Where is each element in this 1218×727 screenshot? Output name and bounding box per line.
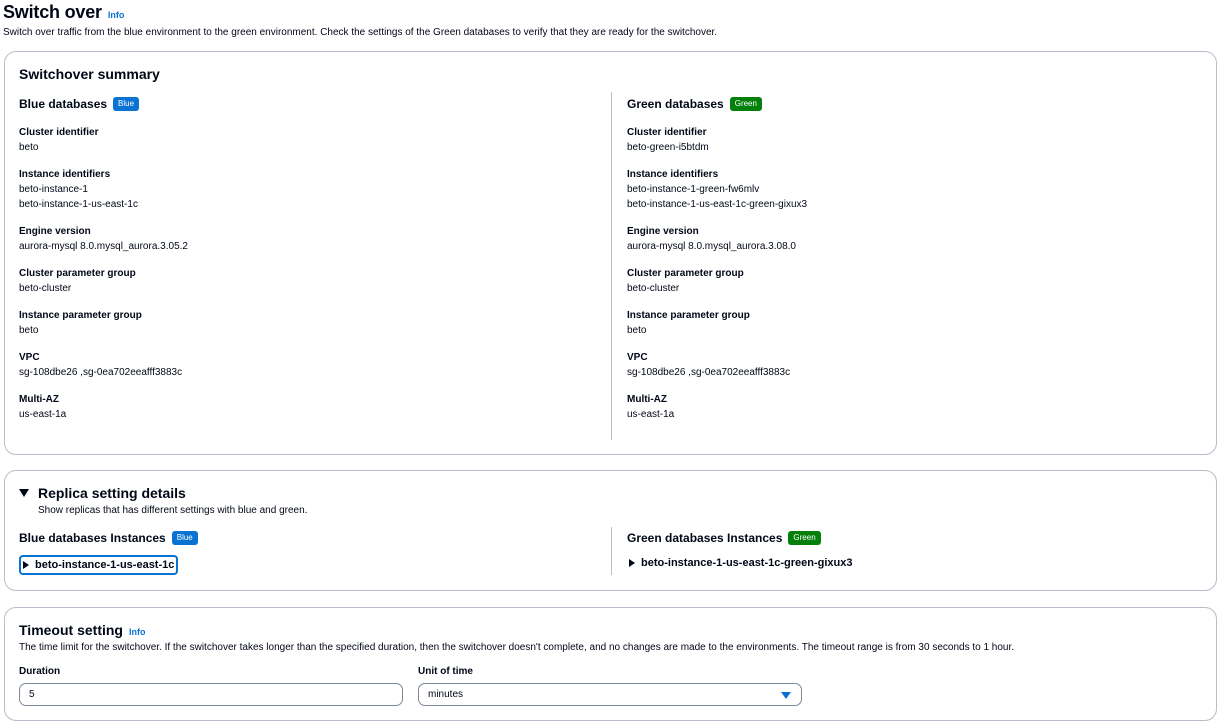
duration-value: 5 bbox=[29, 689, 35, 700]
page-description: Switch over traffic from the blue environment to the green environment. Check the settings of the Green databases to verify that they are ready for the switchover. bbox=[3, 27, 718, 38]
field-label: Instance parameter group bbox=[19, 310, 142, 321]
field-value: sg-108dbe26 ,sg-0ea702eeafff3883c bbox=[19, 367, 183, 378]
column-divider bbox=[611, 527, 612, 575]
blue-instance-parameter-group bbox=[19, 308, 599, 338]
green-instance-name: beto-instance-1-us-east-1c-green-gixux3 bbox=[641, 557, 853, 569]
field-value: beto-instance-1-green-fw6mlv bbox=[627, 184, 760, 195]
caret-down-icon bbox=[19, 489, 29, 497]
replica-title: Replica setting details bbox=[38, 485, 186, 501]
field-value: beto-instance-1-us-east-1c-green-gixux3 bbox=[627, 199, 808, 210]
page-title: Switch over bbox=[3, 2, 102, 22]
chevron-down-icon bbox=[781, 692, 791, 699]
timeout-header bbox=[19, 622, 1014, 653]
green-instance-parameter-group bbox=[627, 308, 1207, 338]
field-value: us-east-1a bbox=[627, 409, 675, 420]
green-multi-az bbox=[627, 392, 1207, 422]
blue-multi-az bbox=[19, 392, 599, 422]
summary-title: Switchover summary bbox=[19, 66, 160, 82]
field-label: Multi-AZ bbox=[627, 394, 667, 405]
blue-cluster-identifier bbox=[19, 125, 599, 155]
field-value: beto bbox=[19, 325, 39, 336]
unit-of-time-value: minutes bbox=[428, 689, 464, 700]
replica-description: Show replicas that has different settings with blue and green. bbox=[38, 505, 308, 516]
duration-label: Duration bbox=[19, 666, 61, 677]
blue-cluster-parameter-group bbox=[19, 266, 599, 296]
field-value: beto bbox=[627, 325, 647, 336]
field-value: beto-cluster bbox=[627, 283, 680, 294]
field-label: Engine version bbox=[627, 226, 699, 237]
timeout-description: The time limit for the switchover. If the switchover takes longer than the specified duration, then the switchover doesn't complete, and no changes are made to the environments. The timeout range is from 30 seconds to 1 hour. bbox=[19, 642, 1015, 653]
field-value: us-east-1a bbox=[19, 409, 67, 420]
switchover-summary-panel bbox=[4, 51, 1217, 455]
blue-badge: Blue bbox=[113, 97, 139, 111]
field-label: Instance identifiers bbox=[19, 169, 111, 180]
blue-instances-column bbox=[19, 531, 599, 575]
field-label: VPC bbox=[627, 352, 648, 363]
green-instances-title: Green databases Instances bbox=[627, 531, 783, 545]
blue-instance-name: beto-instance-1-us-east-1c bbox=[35, 559, 175, 571]
timeout-info-link[interactable]: Info bbox=[128, 627, 146, 637]
field-label: Cluster parameter group bbox=[19, 268, 136, 279]
blue-instance-expander[interactable] bbox=[19, 555, 178, 575]
field-label: Instance identifiers bbox=[627, 169, 719, 180]
timeout-title: Timeout setting bbox=[19, 622, 123, 638]
field-label: VPC bbox=[19, 352, 40, 363]
replica-setting-panel bbox=[4, 470, 1217, 591]
caret-right-icon bbox=[23, 561, 29, 569]
blue-badge: Blue bbox=[172, 531, 198, 545]
green-cluster-identifier bbox=[627, 125, 1207, 155]
field-value: aurora-mysql 8.0.mysql_aurora.3.08.0 bbox=[627, 241, 796, 252]
green-instances-column bbox=[627, 531, 1207, 571]
replica-expand-toggle[interactable] bbox=[19, 485, 307, 501]
unit-of-time-select[interactable] bbox=[418, 683, 802, 706]
green-cluster-parameter-group bbox=[627, 266, 1207, 296]
field-value: beto-cluster bbox=[19, 283, 72, 294]
green-instance-expander[interactable] bbox=[627, 555, 855, 571]
blue-instance-identifiers bbox=[19, 167, 599, 212]
green-vpc bbox=[627, 350, 1207, 380]
green-databases-title: Green databases bbox=[627, 97, 724, 111]
unit-of-time-label: Unit of time bbox=[418, 666, 473, 677]
caret-right-icon bbox=[629, 559, 635, 567]
duration-input[interactable] bbox=[19, 683, 403, 706]
timeout-setting-panel bbox=[4, 607, 1217, 721]
page-header bbox=[3, 2, 717, 38]
field-label: Cluster identifier bbox=[19, 127, 99, 138]
field-value: sg-108dbe26 ,sg-0ea702eeafff3883c bbox=[627, 367, 791, 378]
field-label: Cluster identifier bbox=[627, 127, 707, 138]
green-badge: Green bbox=[788, 531, 820, 545]
blue-engine-version bbox=[19, 224, 599, 254]
field-label: Multi-AZ bbox=[19, 394, 59, 405]
blue-databases-title: Blue databases bbox=[19, 97, 108, 111]
green-engine-version bbox=[627, 224, 1207, 254]
green-databases-column bbox=[627, 97, 1207, 422]
field-value: beto-instance-1 bbox=[19, 184, 88, 195]
blue-vpc bbox=[19, 350, 599, 380]
field-value: beto-instance-1-us-east-1c bbox=[19, 199, 138, 210]
blue-databases-column bbox=[19, 97, 599, 422]
column-divider bbox=[611, 92, 612, 440]
field-value: beto bbox=[19, 142, 39, 153]
field-label: Cluster parameter group bbox=[627, 268, 744, 279]
green-badge: Green bbox=[730, 97, 762, 111]
field-label: Engine version bbox=[19, 226, 91, 237]
field-value: beto-green-i5btdm bbox=[627, 142, 709, 153]
blue-instances-title: Blue databases Instances bbox=[19, 531, 166, 545]
field-value: aurora-mysql 8.0.mysql_aurora.3.05.2 bbox=[19, 241, 188, 252]
field-label: Instance parameter group bbox=[627, 310, 750, 321]
info-link[interactable]: Info bbox=[107, 10, 125, 20]
green-instance-identifiers bbox=[627, 167, 1207, 212]
